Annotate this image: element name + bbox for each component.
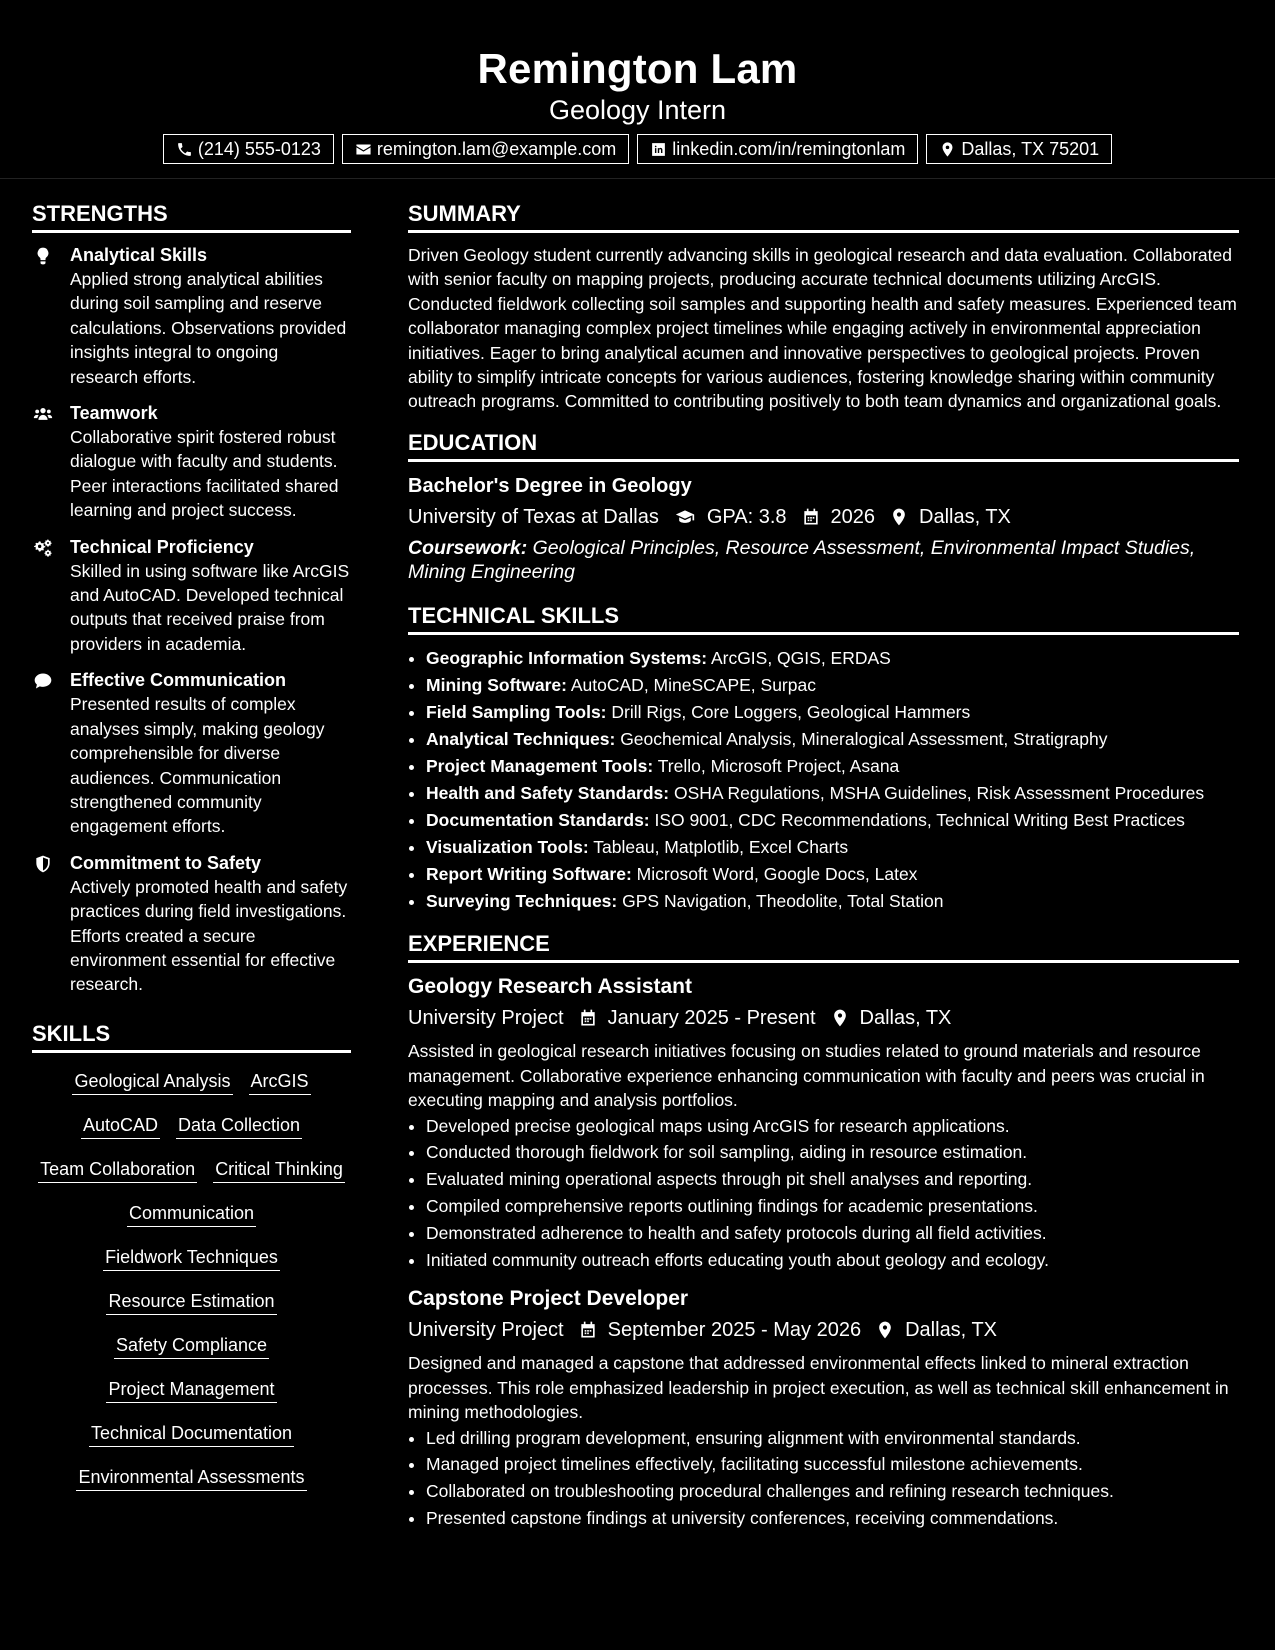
skill-tag: Safety Compliance	[114, 1333, 269, 1359]
list-item	[426, 753, 1239, 780]
linkedin-text: linkedin.com/in/remingtonlam	[672, 139, 906, 159]
skill-values: ArcGIS, QGIS, ERDAS	[710, 647, 891, 668]
contact-email[interactable]	[342, 134, 629, 164]
list-item: • Collaborated on troubleshooting procedural challenges and refining research techniques.	[426, 1478, 1239, 1505]
strength-title: Commitment to Safety	[70, 852, 262, 873]
skill-values: OSHA Regulations, MSHA Guidelines, Risk Assessment Procedures	[674, 782, 1205, 803]
list-item: • Led drilling program development, ensuring alignment with environmental standards.	[426, 1425, 1239, 1452]
strength-title: Teamwork	[70, 403, 158, 424]
job-org: University Project	[408, 1319, 564, 1342]
strength-title: Analytical Skills	[70, 245, 208, 265]
job-location: Dallas, TX	[859, 1007, 952, 1030]
skill-values: ISO 9001, CDC Recommendations, Technical Writing Best Practices	[654, 810, 1185, 831]
job-meta	[408, 1003, 1239, 1033]
strengths-heading: STRENGTHS	[32, 201, 351, 233]
shield-icon	[32, 854, 54, 874]
envelope-icon	[355, 141, 372, 158]
summary-heading: SUMMARY	[408, 201, 1239, 233]
strength-description: Applied strong analytical abilities during soil sampling and reserve calculations. Observations provided insights integral to ongoing research efforts.	[70, 269, 347, 387]
skill-category: Analytical Techniques:	[426, 728, 616, 749]
skill-category: Mining Software:	[426, 674, 567, 695]
list-item	[426, 807, 1239, 834]
skill-tag: ArcGIS	[249, 1069, 311, 1095]
school-name: University of Texas at Dallas	[408, 505, 659, 528]
strength-description: Actively promoted health and safety practices during field investigations. Efforts created a secure environment essential for effective research.	[70, 876, 348, 995]
list-item: • Compiled comprehensive reports outlining findings for academic presentations.	[426, 1193, 1239, 1220]
list-item	[426, 726, 1239, 753]
skill-tag: Environmental Assessments	[76, 1465, 306, 1491]
location-text: Dallas, TX 75201	[961, 139, 1100, 159]
contact-phone[interactable]	[163, 134, 334, 164]
job-location: Dallas, TX	[905, 1319, 997, 1342]
contact-location	[926, 134, 1112, 164]
list-item	[426, 780, 1239, 808]
strength-title: Technical Proficiency	[70, 536, 254, 557]
list-item: • Evaluated mining operational aspects through pit shell analyses and reporting.	[426, 1166, 1239, 1193]
job-description: Assisted in geological research initiatives focusing on studies related to ground materials and resource management. Collaborative experience enhancing communication with faculty and peers was crucial in executing mapping and analysis portfolios.	[408, 1041, 1205, 1111]
strength-item	[32, 668, 351, 838]
skill-values: GPS Navigation, Theodolite, Total Station	[622, 891, 944, 912]
graduation-cap-icon	[673, 507, 697, 527]
gears-icon	[32, 538, 54, 558]
skill-tag: Fieldwork Techniques	[103, 1245, 280, 1271]
job-title: Capstone Project Developer	[408, 1287, 689, 1311]
map-marker-icon	[830, 1008, 850, 1028]
skill-category: Project Management Tools:	[426, 755, 654, 776]
degree-title: Bachelor's Degree in Geology	[408, 474, 692, 497]
skill-values: Microsoft Word, Google Docs, Latex	[636, 864, 918, 885]
strength-item	[32, 535, 351, 657]
phone-icon	[176, 141, 193, 158]
strength-item	[32, 401, 351, 523]
skill-tag: Geological Analysis	[72, 1069, 232, 1095]
comment-icon	[32, 671, 54, 691]
users-icon	[32, 404, 54, 424]
email-text: remington.lam@example.com	[376, 139, 617, 159]
calendar-icon	[801, 507, 821, 527]
skill-tag: AutoCAD	[81, 1113, 160, 1139]
technical-skills-list	[408, 645, 1239, 916]
skill-values: AutoCAD, MineSCAPE, Surpac	[570, 674, 816, 695]
contact-linkedin[interactable]	[637, 134, 918, 164]
skill-tag: Communication	[127, 1201, 256, 1227]
list-item: • Developed precise geological maps using ArcGIS for research applications.	[426, 1113, 1239, 1140]
skill-tag: Resource Estimation	[106, 1289, 276, 1315]
resume-body	[0, 179, 1275, 1532]
lightbulb-icon	[32, 246, 54, 266]
list-item: • Presented capstone findings at university conferences, receiving commendations.	[426, 1505, 1239, 1532]
skill-category: Health and Safety Standards:	[426, 782, 670, 803]
experience-heading: EXPERIENCE	[408, 931, 1239, 963]
contact-bar	[0, 134, 1275, 164]
skill-values: Geochemical Analysis, Mineralogical Assessment, Stratigraphy	[620, 728, 1108, 749]
candidate-name: Remington Lam	[477, 45, 798, 92]
coursework	[408, 536, 1239, 585]
strength-item	[32, 851, 351, 997]
technical-skills-heading: TECHNICAL SKILLS	[408, 603, 1239, 635]
job-dates: September 2025 - May 2026	[607, 1319, 862, 1342]
resume-header	[0, 0, 1275, 179]
strength-item	[32, 243, 351, 389]
strength-title: Effective Communication	[70, 670, 287, 691]
education-meta	[408, 502, 1239, 532]
list-item	[426, 645, 1239, 672]
calendar-icon	[578, 1008, 598, 1028]
skill-category: Field Sampling Tools:	[426, 701, 607, 722]
skill-category: Report Writing Software:	[426, 864, 632, 885]
list-item	[426, 672, 1239, 699]
skill-category: Surveying Techniques:	[426, 891, 618, 912]
skill-tag: Project Management	[106, 1377, 276, 1403]
job-entry	[408, 973, 1239, 1273]
skill-values: Drill Rigs, Core Loggers, Geological Hammers	[611, 701, 971, 722]
job-title: Geology Research Assistant	[408, 975, 692, 999]
education-location: Dallas, TX	[919, 505, 1011, 528]
skill-category: Documentation Standards:	[426, 810, 650, 831]
right-column	[408, 179, 1239, 1532]
phone-text: (214) 555-0123	[197, 139, 321, 159]
list-item: • Demonstrated adherence to health and safety protocols during all field activities.	[426, 1220, 1239, 1247]
skill-tag: Technical Documentation	[89, 1421, 294, 1447]
map-marker-icon	[889, 507, 909, 527]
list-item	[426, 888, 1239, 915]
job-meta	[408, 1315, 1239, 1345]
candidate-role: Geology Intern	[548, 95, 727, 125]
coursework-label: Coursework:	[408, 536, 528, 559]
job-description: Designed and managed a capstone that addressed environmental effects linked to mineral extraction processes. This role emphasized leadership in project execution, as well as technical skill enhancement in mining methodologies.	[408, 1353, 1229, 1423]
skill-values: Tableau, Matplotlib, Excel Charts	[593, 837, 849, 858]
list-item	[426, 834, 1239, 861]
skill-category: Geographic Information Systems:	[426, 647, 708, 668]
gpa-text: GPA: 3.8	[706, 505, 787, 528]
graduation-year: 2026	[830, 505, 876, 528]
education-heading: EDUCATION	[408, 430, 1239, 462]
strength-description: Collaborative spirit fostered robust dialogue with faculty and students. Peer interactions facilitated shared learning and project success.	[70, 427, 339, 521]
job-entry	[408, 1285, 1239, 1531]
left-column	[32, 179, 351, 1532]
map-marker-icon	[939, 141, 956, 158]
skills-heading: SKILLS	[32, 1021, 351, 1053]
skill-category: Visualization Tools:	[426, 837, 589, 858]
strength-description: Skilled in using software like ArcGIS and AutoCAD. Developed technical outputs that received praise from providers in academia.	[70, 560, 350, 654]
linkedin-icon	[650, 141, 667, 158]
list-item: • Initiated community outreach efforts educating youth about geology and ecology.	[426, 1247, 1239, 1274]
summary-text: Driven Geology student currently advancing skills in geological research and data evaluation. Collaborated with senior faculty on mapping projects, producing accurate technical documents utilizing ArcGIS. Conducted fieldwork collecting soil samples and supporting health and safety measures. Experienced team collaborator managing complex project timelines while engaging actively in environmental appreciation initiatives. Eager to bring analytical acumen and innovative perspectives to geological projects. Proven ability to simplify intricate concepts for various audiences, fostering knowledge sharing within community outreach programs. Committed to contributing positively to both team dynamics and organizational goals.	[408, 245, 1237, 412]
list-item: • Conducted thorough fieldwork for soil sampling, aiding in resource estimation.	[426, 1139, 1239, 1166]
calendar-icon	[578, 1320, 598, 1340]
skill-tag: Critical Thinking	[213, 1157, 345, 1183]
job-bullets	[408, 1113, 1239, 1274]
job-org: University Project	[408, 1007, 564, 1030]
job-bullets	[408, 1425, 1239, 1532]
list-item	[426, 699, 1239, 726]
skill-tag: Team Collaboration	[38, 1157, 197, 1183]
skills-tag-list	[32, 1063, 351, 1491]
list-item	[426, 861, 1239, 888]
strength-description: Presented results of complex analyses simply, making geology comprehensible for diverse audiences. Communication strengthened community engagement efforts.	[70, 694, 325, 837]
skill-tag: Data Collection	[176, 1113, 302, 1139]
map-marker-icon	[875, 1320, 895, 1340]
skill-values: Trello, Microsoft Project, Asana	[657, 755, 900, 776]
job-dates: January 2025 - Present	[607, 1007, 816, 1030]
coursework-list: Geological Principles, Resource Assessment, Environmental Impact Studies, Mining Engineering	[408, 536, 1196, 584]
list-item: • Managed project timelines effectively, facilitating successful milestone achievements.	[426, 1451, 1239, 1478]
